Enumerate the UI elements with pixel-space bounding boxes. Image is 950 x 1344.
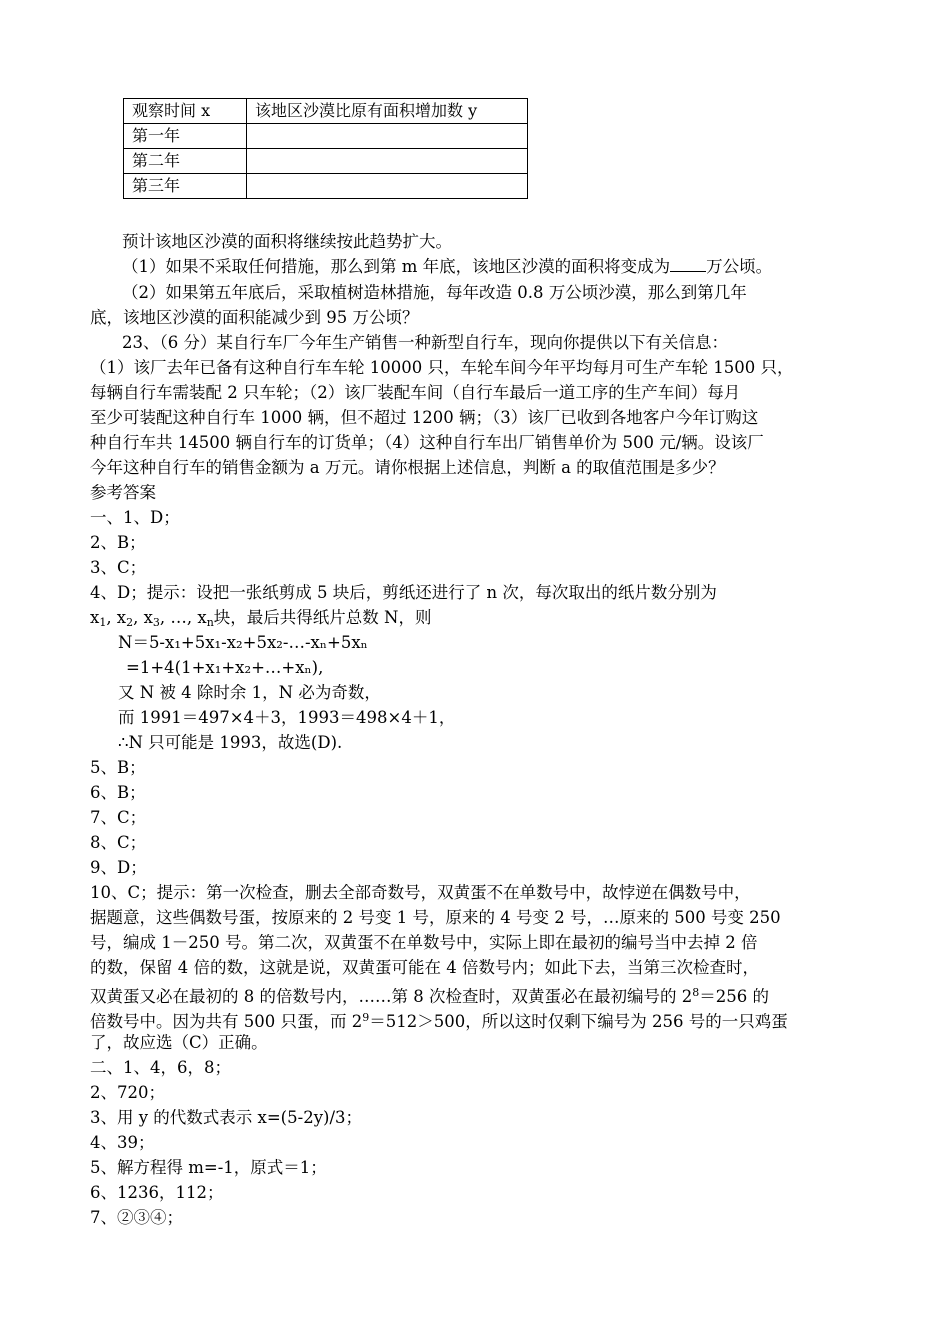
answer-line: 7、C； <box>90 808 147 827</box>
answer-line: 6、B； <box>90 783 146 802</box>
question-23-line: 每辆自行车需装配 2 只车轮；（2）该厂装配车间（自行车最后一道工序的生产车间）每月 <box>90 383 741 402</box>
question-part-2-line: 底，该地区沙漠的面积能减少到 95 万公顷？ <box>90 308 419 327</box>
exponent: 9 <box>362 1011 370 1024</box>
answer-line: 7、②③④； <box>90 1208 183 1227</box>
table-row <box>124 174 528 199</box>
answer-line: 2、B； <box>90 533 146 552</box>
answers-heading: 参考答案 <box>90 483 156 502</box>
table-cell <box>247 124 528 149</box>
equation-line: N＝5-x₁+5x₁-x₂+5x₂-…-xₙ+5xₙ <box>118 633 368 652</box>
answer-line: 5、B； <box>90 758 146 777</box>
table-row <box>124 149 528 174</box>
answer-line: 3、用 y 的代数式表示 x=(5-2y)/3； <box>90 1108 363 1127</box>
table-cell <box>247 174 528 199</box>
observation-table <box>123 98 528 199</box>
answer-line: 二、1、4，6，8； <box>90 1058 231 1077</box>
equation-line: =1+4(1+x₁+x₂+…+xₙ), <box>126 658 324 677</box>
question-part-1-text: （1）如果不采取任何措施，那么到第 m 年底，该地区沙漠的面积将变成为 <box>122 257 671 276</box>
answer-text: ＝512＞500，所以这时仅剩下编号为 256 号的一只鸡蛋 <box>369 1012 788 1031</box>
answer-text: ＝256 的 <box>699 987 769 1006</box>
question-23-line: 今年这种自行车的销售金额为 a 万元。请你根据上述信息，判断 a 的取值范围是多少？ <box>90 458 725 477</box>
answer-line: 4、39； <box>90 1133 155 1152</box>
answer-line: 号，编成 1－250 号。第二次，双黄蛋不在单数号中，实际上即在最初的编号当中去掉 2 倍 <box>90 933 758 952</box>
answer-line: 2、720； <box>90 1083 165 1102</box>
question-23-line: 至少可装配这种自行车 1000 辆，但不超过 1200 辆；（3）该厂已收到各地客户今年订购这 <box>90 408 759 427</box>
table-cell: 第二年 <box>124 149 247 174</box>
trend-text: 预计该地区沙漠的面积将继续按此趋势扩大。 <box>122 232 452 251</box>
answer-line: 6、1236，112； <box>90 1183 224 1202</box>
answer-line: 3、C； <box>90 558 147 577</box>
table-cell: 第三年 <box>124 174 247 199</box>
question-23-line: （1）该厂去年已备有这种自行车车轮 10000 只，车轮车间今年平均每月可生产车轮 1500 只， <box>90 358 794 377</box>
question-23-line: 种自行车共 14500 辆自行车的订货单；（4）这种自行车出厂销售单价为 500 元/辆。设该厂 <box>90 433 764 452</box>
answer-line: 据题意，这些偶数号蛋，按原来的 2 号变 1 号，原来的 4 号变 2 号，…原来的 500 号变 250 <box>90 908 781 927</box>
exponent: 8 <box>692 986 700 999</box>
table-cell: 第一年 <box>124 124 247 149</box>
answer-text: 双黄蛋又必在最初的 8 的倍数号内，……第 8 次检查时，双黄蛋必在最初编号的 2 <box>90 987 693 1006</box>
answer-line: ∴N 只可能是 1993，故选(D). <box>118 733 343 752</box>
table-header-cell: 观察时间 x <box>124 99 247 124</box>
answer-text: 倍数号中。因为共有 500 只蛋，而 2 <box>90 1012 363 1031</box>
answer-text: 块，最后共得纸片总数 N，则 <box>213 608 432 627</box>
answer-line: 又 N 被 4 除时余 1，N 必为奇数， <box>118 683 381 702</box>
table-row <box>124 124 528 149</box>
question-part-1 <box>122 254 772 279</box>
answer-line: 4、D；提示：设把一张纸剪成 5 块后，剪纸还进行了 n 次，每次取出的纸片数分别为 <box>90 583 717 602</box>
answer-line: 8、C； <box>90 833 147 852</box>
answer-line: 的数，保留 4 倍的数，这就是说，双黄蛋可能在 4 倍数号内；如此下去，当第三次检查时， <box>90 958 759 977</box>
answer-blank <box>670 255 706 272</box>
answer-line: 5、解方程得 m=-1，原式＝1； <box>90 1158 327 1177</box>
answer-line: 了，故应选（C）正确。 <box>90 1033 268 1052</box>
answer-line: 9、D； <box>90 858 147 877</box>
question-part-2-line: （2）如果第五年底后，采取植树造林措施，每年改造 0.8 万公顷沙漠，那么到第几年 <box>122 283 747 302</box>
table-header-row <box>124 99 528 124</box>
answer-line: 10、C；提示：第一次检查，删去全部奇数号，双黄蛋不在单数号中，故悖逆在偶数号中， <box>90 883 751 902</box>
table-cell <box>247 149 528 174</box>
answer-line: 而 1991＝497×4＋3，1993＝498×4＋1， <box>118 708 456 727</box>
answer-line: 一、1、D； <box>90 508 180 527</box>
answer-line: $x_1$, $x_2$, $x_3$, …, $x_n$块，最后共得纸片总数 N，则 <box>90 608 432 629</box>
table-header-cell: 该地区沙漠比原有面积增加数 y <box>247 99 528 124</box>
question-23-line: 23、（6 分）某自行车厂今年生产销售一种新型自行车，现向你提供以下有关信息： <box>122 333 728 352</box>
question-part-1-unit: 万公顷。 <box>706 257 773 276</box>
